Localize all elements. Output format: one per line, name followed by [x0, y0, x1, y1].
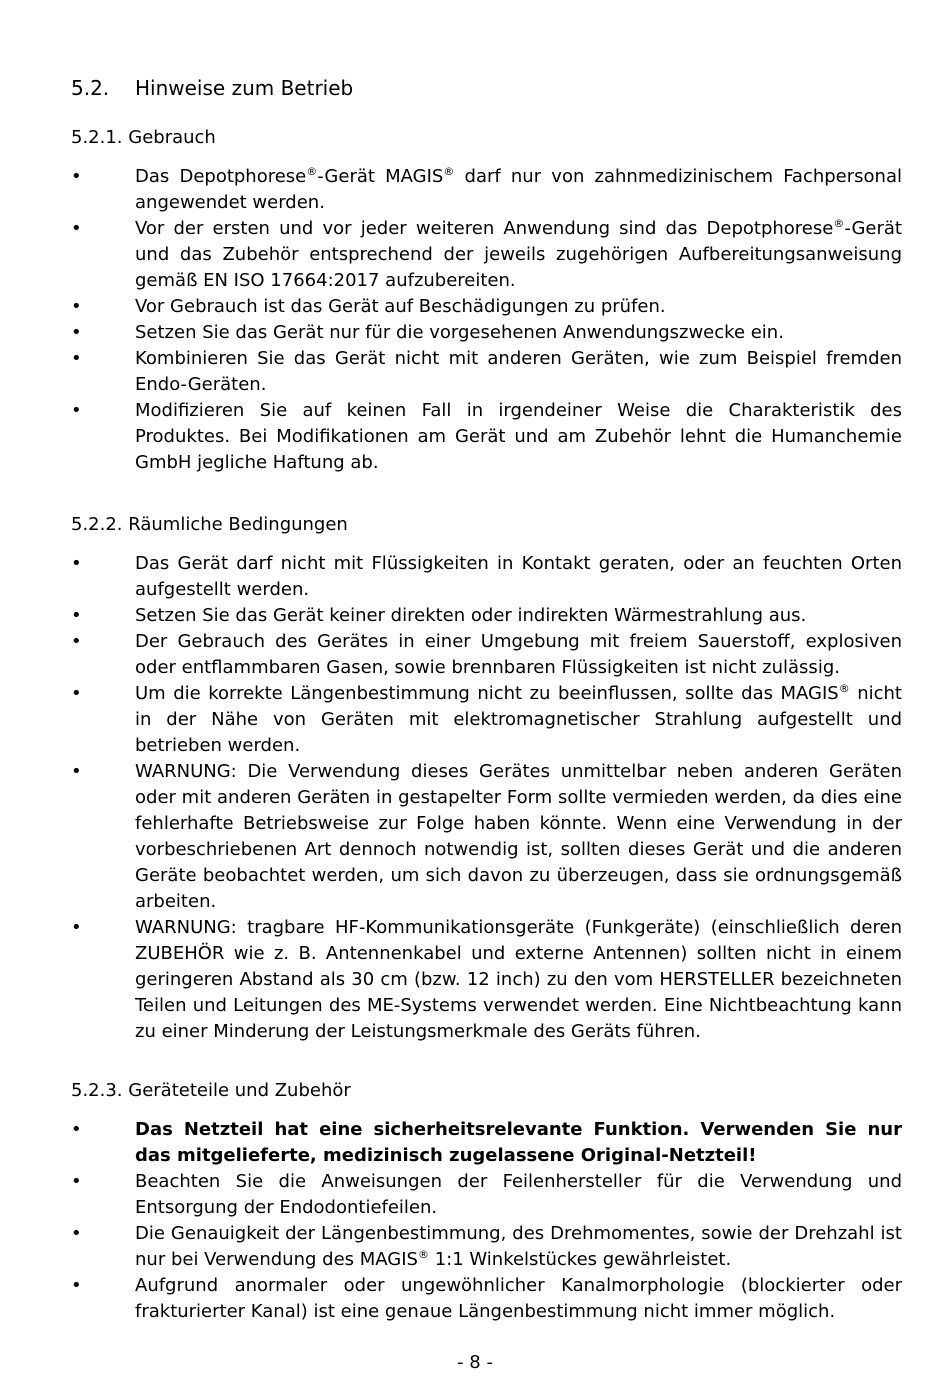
list-item: • Die Genauigkeit der Längenbestimmung, des Drehmomentes, sowie der Drehzahl ist nur bei Verwendung des MAGIS® 1:1 Winkelstückes gewährleistet.	[71, 1223, 902, 1270]
bullet: •	[71, 631, 82, 652]
list-item: • Setzen Sie das Gerät keiner direkten oder indirekten Wärmestrahlung aus.	[0, 603, 902, 629]
list-item: • Um die korrekte Längenbestimmung nicht zu beeinflussen, sollte das MAGIS® nicht in der Nähe von Geräten mit elektromagnetischer Strahlung aufgestellt und betrieben werden.	[71, 682, 902, 756]
subsection-heading-raeumliche-bedingungen: 5.2.2. Räumliche Bedingungen	[71, 514, 348, 535]
section-title: Hinweise zum Betrieb	[135, 76, 354, 100]
list-item: • Kombinieren Sie das Gerät nicht mit anderen Geräten, wie zum Beispiel fremden Endo-Geräten.	[71, 348, 902, 395]
bullet: •	[71, 917, 82, 938]
list-item: • Das Netzteil hat eine sicherheitsrelevante Funktion. Verwenden Sie nur das mitgelieferte, medizinisch zugelassene Original-Netzteil!	[71, 1119, 902, 1166]
list-item: • Setzen Sie das Gerät nur für die vorgesehenen Anwendungszwecke ein.	[0, 320, 902, 346]
list-gebrauch	[0, 164, 950, 476]
bullet: •	[71, 218, 82, 239]
bullet: •	[71, 683, 82, 704]
list-item: • Modifizieren Sie auf keinen Fall in irgendeiner Weise die Charakteristik des Produktes. Bei Modifikationen am Gerät und am Zubehör lehnt die Humanchemie GmbH jegliche Haftung ab.	[71, 400, 902, 473]
bullet: •	[71, 296, 82, 317]
subsection-heading-gebrauch: 5.2.1. Gebrauch	[71, 127, 216, 148]
bullet: •	[71, 1119, 82, 1140]
subsection-heading-geraeteteile: 5.2.3. Geräteteile und Zubehör	[71, 1080, 351, 1101]
bullet: •	[71, 761, 82, 782]
bullet: •	[71, 166, 82, 187]
list-item: • Das Gerät darf nicht mit Flüssigkeiten in Kontakt geraten, oder an feuchten Orten aufgestellt werden.	[71, 553, 902, 600]
bullet: •	[71, 605, 82, 626]
bullet: •	[71, 1171, 82, 1192]
page-number: - 8 -	[457, 1352, 493, 1373]
list-item: • Vor der ersten und vor jeder weiteren Anwendung sind das Depotphorese®-Gerät und das Zubehör entsprechend der jeweils zugehörigen Aufbereitungsanweisung gemäß EN ISO 17664:2017 aufzubereiten.	[71, 217, 902, 291]
section-heading	[71, 76, 353, 100]
list-geraeteteile	[0, 1117, 950, 1325]
bullet: •	[71, 400, 82, 421]
list-item: • Vor Gebrauch ist das Gerät auf Beschädigungen zu prüfen.	[0, 294, 902, 320]
section-number: 5.2.	[71, 76, 110, 100]
bullet: •	[71, 1275, 82, 1296]
bullet: •	[71, 1223, 82, 1244]
bullet: •	[71, 322, 82, 343]
list-item: • Aufgrund anormaler oder ungewöhnlicher Kanalmorphologie (blockierter oder frakturierter Kanal) ist eine genaue Längenbestimmung nicht immer möglich.	[71, 1275, 902, 1322]
list-item: • Beachten Sie die Anweisungen der Feilenhersteller für die Verwendung und Entsorgung der Endodontiefeilen.	[71, 1171, 902, 1218]
list-item: • Das Depotphorese®-Gerät MAGIS® darf nur von zahnmedizinischem Fachpersonal angewendet werden.	[71, 165, 902, 213]
list-item: • WARNUNG: tragbare HF-Kommunikationsgeräte (Funkgeräte) (einschließlich deren ZUBEHÖR wie z. B. Antennenkabel und externe Antennen) sollten nicht in einem geringeren Abstand als 30 cm (bzw. 12 inch) zu den vom HERSTELLER bezeichneten Teilen und Leitungen des ME-Systems verwendet werden. Eine Nichtbeachtung kann zu einer Minderung der Leistungsmerkmale des Geräts führen.	[71, 917, 902, 1042]
list-raeumliche-bedingungen	[0, 551, 950, 1045]
bullet: •	[71, 348, 82, 369]
list-item: • WARNUNG: Die Verwendung dieses Gerätes unmittelbar neben anderen Geräten oder mit anderen Geräten in gestapelter Form sollte vermieden werden, da dies eine fehlerhafte Betriebsweise zur Folge haben könnte. Wenn eine Verwendung in der vorbeschriebenen Art dennoch notwendig ist, sollten dieses Gerät und die anderen Geräte beobachtet werden, um sich davon zu überzeugen, dass sie ordnungsgemäß arbeiten.	[71, 761, 902, 912]
list-item: • Der Gebrauch des Gerätes in einer Umgebung mit freiem Sauerstoff, explosiven oder entflammbaren Gasen, sowie brennbaren Flüssigkeiten ist nicht zulässig.	[71, 631, 902, 678]
bullet: •	[71, 553, 82, 574]
